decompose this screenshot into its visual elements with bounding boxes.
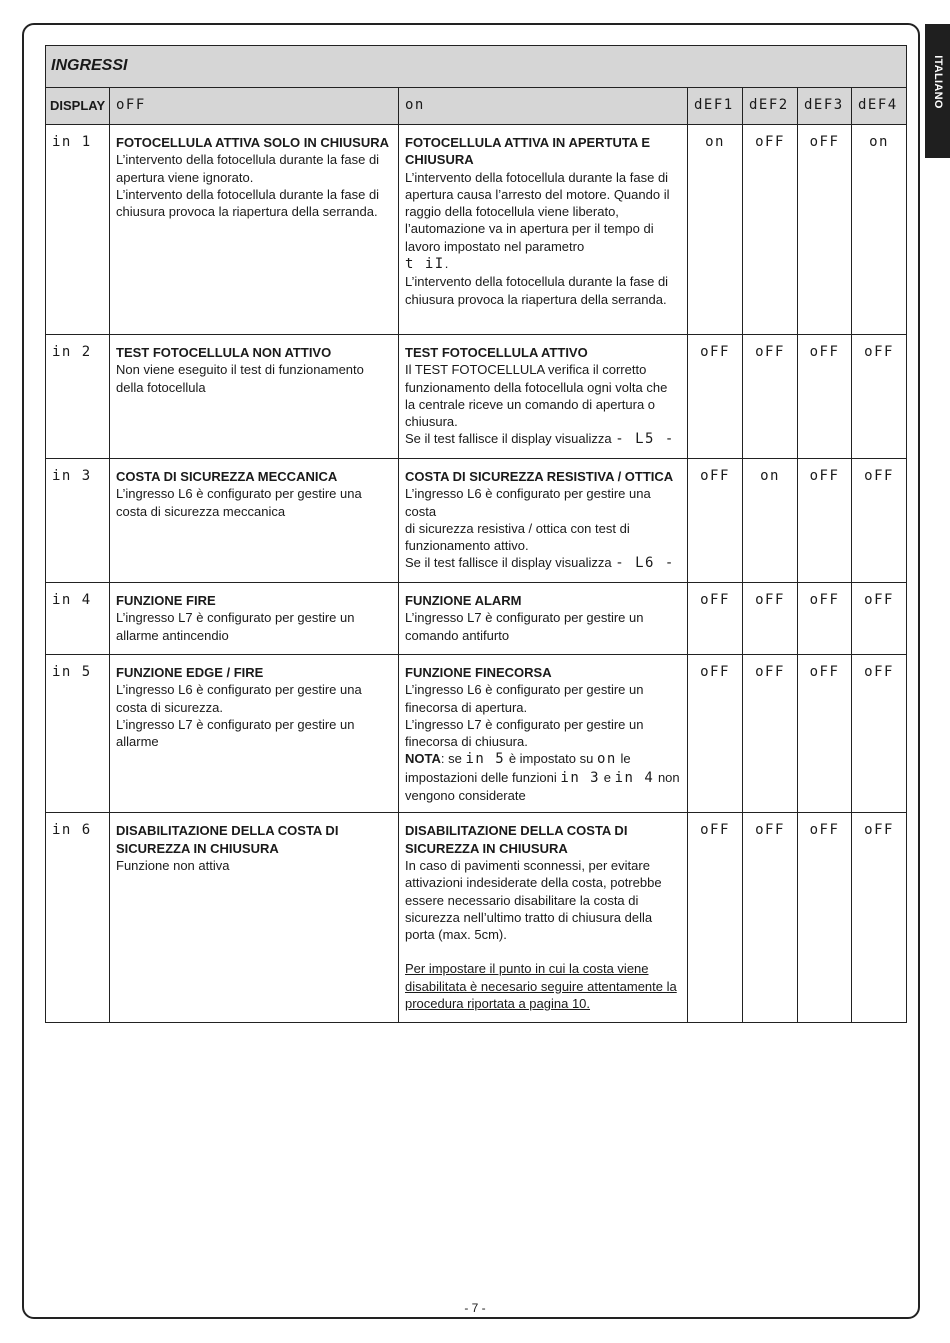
off-title: FOTOCELLULA ATTIVA SOLO IN CHIUSURA: [116, 135, 389, 150]
row-code: in 3: [46, 459, 110, 583]
def3-value: oFF: [798, 335, 852, 459]
procedure-note: Per impostare il punto in cui la costa viene disabilitata è necesario seguire attentamente la procedura riportata a pagina 10.: [405, 961, 677, 1012]
table-row: [46, 335, 907, 459]
on-description: L’ingresso L6 è configurato per gestire una costa di sicurezza resistiva / ottica con test di funzionamento attivo. Se il test fallisce il display visualizza: [405, 486, 651, 571]
error-code: - L6 -: [615, 555, 675, 572]
def3-value: oFF: [798, 459, 852, 583]
on-title: FUNZIONE ALARM: [405, 593, 522, 608]
def1-value: oFF: [688, 335, 743, 459]
def2-value: oFF: [743, 813, 798, 1023]
note-code: on: [596, 751, 617, 768]
on-title: DISABILITAZIONE DELLA COSTA DI SICUREZZA IN CHIUSURA: [405, 823, 628, 856]
error-code: - L5 -: [615, 431, 675, 448]
on-title: TEST FOTOCELLULA ATTIVO: [405, 345, 588, 360]
def4-value: oFF: [852, 583, 907, 655]
def3-value: oFF: [798, 125, 852, 335]
def2-value: oFF: [743, 655, 798, 813]
table-row: [46, 459, 907, 583]
on-cell: [399, 813, 688, 1023]
note-text: : se: [440, 751, 462, 767]
on-title: COSTA DI SICUREZZA RESISTIVA / OTTICA: [405, 469, 674, 484]
table-row: [46, 125, 907, 335]
note-text: e: [603, 769, 611, 785]
note: [405, 750, 681, 804]
on-description: L’intervento della fotocellula durante la fase di apertura causa l’arresto del motore. Quando il raggio della fotocellula viene liberato, l’automazione va in apertura per il tempo di lavoro impostato nel parametro: [405, 169, 670, 254]
on-description: In caso di pavimenti sconnessi, per evitare attivazioni indesiderate della costa, potrebbe essere necessario disabilitare la costa di sicurezza nell’ultimo tratto di chiusura della porta (max. 5cm).: [405, 857, 662, 943]
on-description: L’ingresso L7 è configurato per gestire un comando antifurto: [405, 610, 644, 643]
def3-value: oFF: [798, 583, 852, 655]
table-row: [46, 813, 907, 1023]
language-tab: [925, 24, 950, 158]
table-row: [46, 583, 907, 655]
page-number: - 7 -: [464, 1301, 486, 1315]
def2-value: on: [743, 459, 798, 583]
inputs-table: [45, 45, 907, 1023]
row-code: in 6: [46, 813, 110, 1023]
note-label: NOTA: [405, 751, 441, 767]
off-title: TEST FOTOCELLULA NON ATTIVO: [116, 345, 332, 360]
on-description: L’ingresso L6 è configurato per gestire un finecorsa di apertura. L’ingresso L7 è configurato per gestire un finecorsa di chiusura.: [405, 682, 644, 750]
note-code: in 3: [560, 769, 601, 786]
on-cell: [399, 335, 688, 459]
def1-value: oFF: [688, 813, 743, 1023]
row-code: in 5: [46, 655, 110, 813]
off-description: Funzione non attiva: [116, 857, 230, 873]
header-display: DISPLAY: [46, 88, 110, 125]
def4-value: oFF: [852, 813, 907, 1023]
parameter-code: t iI: [405, 256, 445, 273]
off-description: L’ingresso L6 è configurato per gestire una costa di sicurezza meccanica: [116, 486, 362, 519]
on-cell: [399, 655, 688, 813]
table-header-row: [46, 88, 907, 125]
table-title: INGRESSI: [46, 46, 907, 88]
off-cell: [110, 655, 399, 813]
off-cell: [110, 335, 399, 459]
off-description: L’intervento della fotocellula durante la fase di apertura viene ignorato. L’intervento della fotocellula durante la fase di chiusura provoca la riapertura della serranda.: [116, 152, 380, 220]
header-off: oFF: [110, 88, 399, 125]
table-row: [46, 655, 907, 813]
def1-value: on: [688, 125, 743, 335]
def4-value: oFF: [852, 459, 907, 583]
off-cell: [110, 583, 399, 655]
off-cell: [110, 813, 399, 1023]
note-code: in 4: [614, 769, 655, 786]
off-cell: [110, 459, 399, 583]
off-title: DISABILITAZIONE DELLA COSTA DI SICUREZZA IN CHIUSURA: [116, 823, 339, 856]
language-label: ITALIANO: [931, 55, 944, 109]
on-cell: [399, 583, 688, 655]
on-cell: FOTOCELLULA ATTIVA IN APERTUTA E CHIUSURA L’intervento della fotocellula durante la fase di apertura causa l’arresto del motore. Quando il raggio della fotocellula viene liberato, l’automazione va in apertura per il tempo di lavoro impostato nel parametro t iI. L’intervento della fotocellula durante la fase di chiusura provoca la riapertura della serranda.: [399, 125, 688, 335]
row-code: in 1: [46, 125, 110, 335]
on-cell: [399, 459, 688, 583]
def2-value: oFF: [743, 125, 798, 335]
on-description-2: L’intervento della fotocellula durante la fase di chiusura provoca la riapertura della serranda.: [405, 274, 669, 307]
def2-value: oFF: [743, 583, 798, 655]
def3-value: oFF: [798, 813, 852, 1023]
on-description: Il TEST FOTOCELLULA verifica il corretto funzionamento della fotocellula ogni volta che la centrale riceve un comando di apertura o chiusura. Se il test fallisce il display visualizza: [405, 362, 668, 447]
def1-value: oFF: [688, 459, 743, 583]
off-description: L’ingresso L7 è configurato per gestire un allarme antincendio: [116, 610, 355, 643]
note-code: in 5: [465, 751, 506, 768]
def1-value: oFF: [688, 583, 743, 655]
def2-value: oFF: [743, 335, 798, 459]
def3-value: oFF: [798, 655, 852, 813]
row-code: in 4: [46, 583, 110, 655]
row-code: in 2: [46, 335, 110, 459]
header-on: on: [399, 88, 688, 125]
off-title: FUNZIONE EDGE / FIRE: [116, 665, 264, 680]
header-def4: dEF4: [852, 88, 907, 125]
off-title: COSTA DI SICUREZZA MECCANICA: [116, 469, 338, 484]
off-description: Non viene eseguito il test di funzionamento della fotocellula: [116, 362, 364, 395]
off-cell: [110, 125, 399, 335]
table-title-row: [46, 46, 907, 88]
note-text: le impostazioni delle funzioni: [405, 751, 631, 785]
def4-value: oFF: [852, 335, 907, 459]
off-title: FUNZIONE FIRE: [116, 593, 216, 608]
note-text: non vengono considerate: [405, 769, 680, 804]
note-text: è impostato su: [508, 751, 594, 767]
def4-value: on: [852, 125, 907, 335]
header-def2: dEF2: [743, 88, 798, 125]
on-title: FUNZIONE FINECORSA: [405, 665, 552, 680]
header-def1: dEF1: [688, 88, 743, 125]
header-def3: dEF3: [798, 88, 852, 125]
on-title: FOTOCELLULA ATTIVA IN APERTUTA E CHIUSURA: [405, 135, 651, 168]
def1-value: oFF: [688, 655, 743, 813]
def4-value: oFF: [852, 655, 907, 813]
off-description: L’ingresso L6 è configurato per gestire una costa di sicurezza. L’ingresso L7 è configurato per gestire un allarme: [116, 682, 362, 750]
